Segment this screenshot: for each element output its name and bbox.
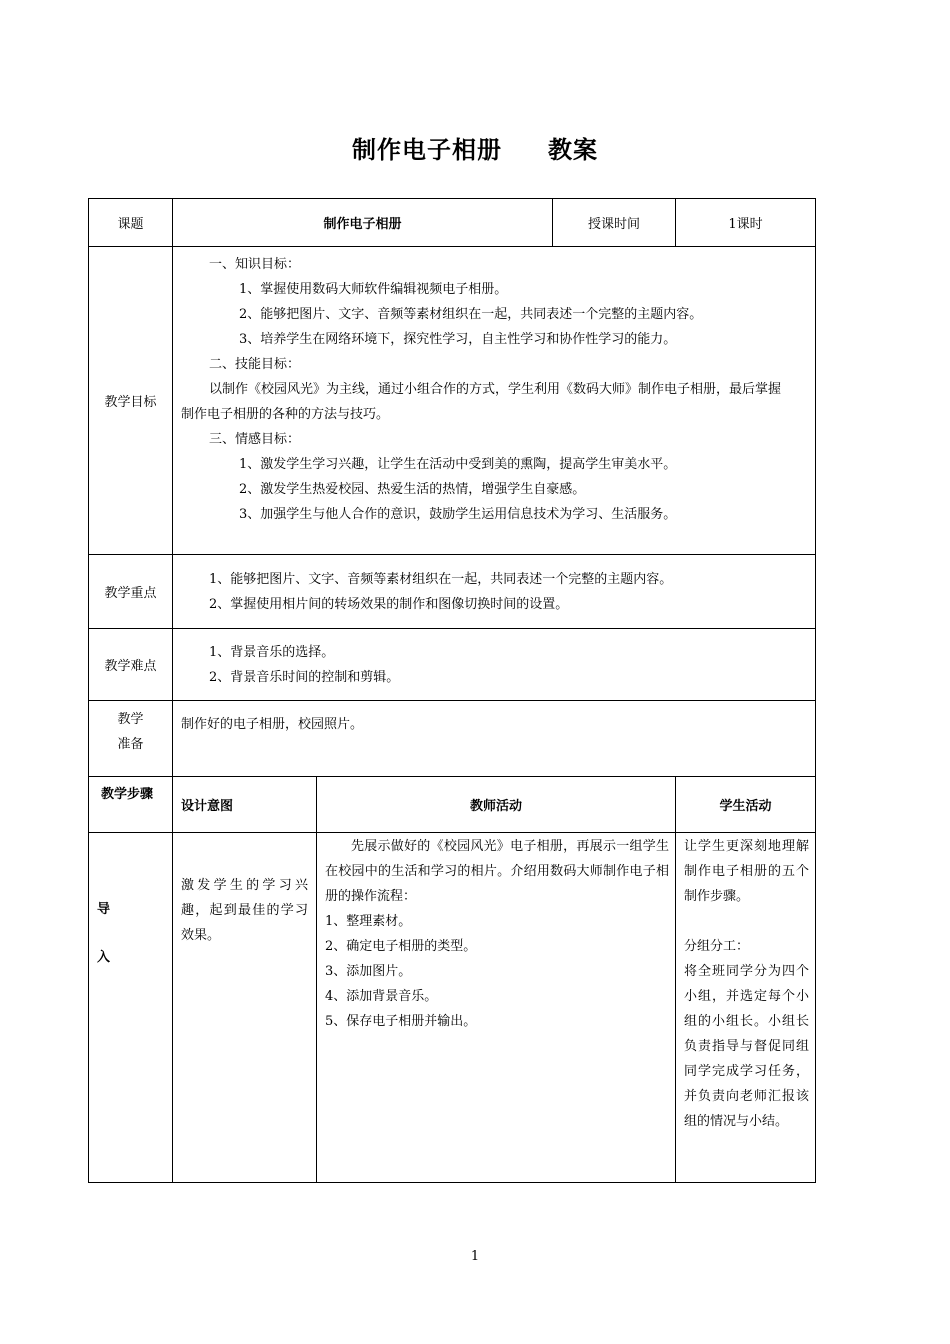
- objectives-content: [173, 247, 816, 555]
- preparation-label: [89, 701, 173, 777]
- intro-student-text: 将全班同学分为四个小组，并选定每个小组的小组长。小组长负责指导与督促同组同学完成学习任务，并负责向老师汇报该组的情况与小结。: [684, 964, 810, 1129]
- steps-header-row: [89, 777, 816, 833]
- difficulties-label: 教学难点: [89, 629, 173, 701]
- objectives-line: 1、激发学生学习兴趣，让学生在活动中受到美的熏陶，提高学生审美水平。: [239, 457, 677, 472]
- objectives-line: 1、掌握使用数码大师软件编辑视频电子相册。: [239, 282, 508, 297]
- difficulties-row: [89, 629, 816, 701]
- intro-step-char: 入: [97, 950, 111, 965]
- objectives-row: [89, 247, 816, 555]
- intro-design: [173, 833, 317, 1183]
- key-points-line: 1、能够把图片、文字、音频等素材组织在一起，共同表述一个完整的主题内容。: [209, 571, 673, 587]
- objectives-line: 三、情感目标：: [209, 432, 301, 447]
- objectives-line: 2、能够把图片、文字、音频等素材组织在一起，共同表述一个完整的主题内容。: [239, 307, 703, 322]
- key-points-label: 教学重点: [89, 555, 173, 629]
- document-title: [0, 130, 950, 165]
- steps-header-steps: 教学步骤: [89, 777, 173, 833]
- objectives-line: 2、激发学生热爱校园、热爱生活的热情，增强学生自豪感。: [239, 482, 586, 497]
- lesson-plan-table: [88, 198, 816, 1183]
- difficulties-line: 2、背景音乐时间的控制和剪辑。: [209, 669, 400, 685]
- preparation-row: [89, 701, 816, 777]
- difficulties-content: [173, 629, 816, 701]
- intro-step-char: 导: [97, 902, 111, 917]
- difficulties-line: 1、背景音乐的选择。: [209, 644, 335, 660]
- intro-design-text: 激发学生的学习兴趣，起到最佳的学习效果。: [181, 878, 308, 943]
- objectives-line: 3、加强学生与他人合作的意识，鼓励学生运用信息技术为学习、生活服务。: [239, 507, 677, 522]
- intro-step-label: [89, 833, 173, 1183]
- preparation-label-line: 准备: [117, 737, 144, 752]
- steps-header-teacher: 教师活动: [317, 777, 676, 833]
- objectives-line: 制作电子相册的各种的方法与技巧。: [181, 407, 390, 422]
- objectives-line: 一、知识目标：: [209, 257, 301, 272]
- topic-label: 课题: [89, 199, 173, 247]
- preparation-content: [173, 701, 816, 777]
- preparation-text: 制作好的电子相册，校园照片。: [181, 717, 364, 732]
- time-value: 1课时: [676, 199, 816, 247]
- title-main: 制作电子相册: [352, 136, 502, 164]
- objectives-label: 教学目标: [89, 247, 173, 555]
- intro-teacher-step: 1、整理素材。: [325, 914, 412, 929]
- key-points-line: 2、掌握使用相片间的转场效果的制作和图像切换时间的设置。: [209, 596, 569, 612]
- intro-teacher-step: 5、保存电子相册并输出。: [325, 1014, 477, 1029]
- time-label: 授课时间: [553, 199, 676, 247]
- intro-teacher-text: 先展示做好的《校园风光》电子相册，再展示一组学生在校园中的生活和学习的相片。介绍用数码大师制作电子相册的操作流程：: [325, 839, 670, 904]
- steps-header-student: 学生活动: [676, 777, 816, 833]
- objectives-line: 3、培养学生在网络环境下，探究性学习，自主性学习和协作性学习的能力。: [239, 332, 677, 347]
- title-sub: 教案: [548, 136, 598, 164]
- objectives-line: 二、技能目标：: [209, 357, 301, 372]
- key-points-row: [89, 555, 816, 629]
- preparation-label-line: 教学: [117, 712, 144, 727]
- objectives-line: 以制作《校园风光》为主线，通过小组合作的方式，学生利用《数码大师》制作电子相册，最后掌握: [209, 382, 782, 397]
- topic-row: [89, 199, 816, 247]
- intro-teacher-step: 2、确定电子相册的类型。: [325, 939, 477, 954]
- intro-teacher: [317, 833, 676, 1183]
- key-points-content: [173, 555, 816, 629]
- intro-student-grouping-title: 分组分工：: [684, 939, 750, 954]
- page-number: 1: [470, 1249, 480, 1264]
- intro-student: [676, 833, 816, 1183]
- intro-teacher-step: 4、添加背景音乐。: [325, 989, 438, 1004]
- intro-teacher-step: 3、添加图片。: [325, 964, 412, 979]
- topic-value: 制作电子相册: [173, 199, 553, 247]
- steps-header-design: 设计意图: [173, 777, 317, 833]
- intro-row: [89, 833, 816, 1183]
- intro-student-text: 让学生更深刻地理解制作电子相册的五个制作步骤。: [684, 839, 810, 904]
